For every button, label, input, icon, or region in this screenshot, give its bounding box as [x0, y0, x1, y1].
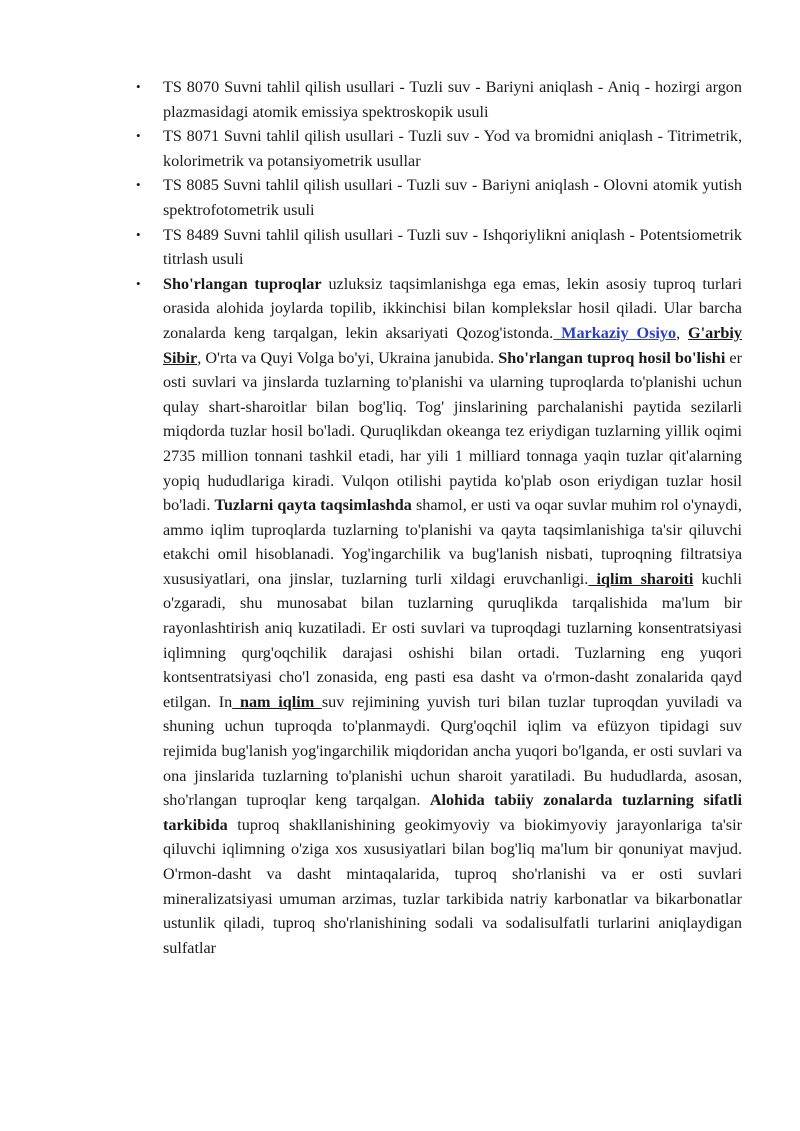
link-markaziy-osiyo[interactable]: Markaziy Osiyo	[553, 323, 677, 342]
bullet-list	[136, 75, 743, 960]
list-item-text: TS 8070 Suvni tahlil qilish usullari - Tuzli suv - Bariyni aniqlash - Aniq - hozirgi argon plazmasidagi atomik emissiya spektroskopik usuli	[163, 78, 742, 121]
paragraph-text: er osti suvlari va jinslarda tuzlarning to'planishi va ularning tuproqlarda to'planishi uchun qulay shart-sharoitlar bilan bog'liq. Tog' jinslarining parchalanishi paytida sezilarli miqdorda tuzlar hosil bo'ladi. Quruqlikdan okeanga tez eriydigan tuzlarning yillik oqimi 2735 million tonnani tashkil etadi, har yili 1 milliard tonnaga yaqin tuzlar qit'alarning yopiq hududlariga kiradi. Vulqon otilishi paytida ko'plab oson eriydigan tuzlar hosil bo'ladi.	[163, 348, 742, 515]
paragraph-text: suv rejimining yuvish turi bilan tuzlar tuproqdan yuviladi va shuning uchun tuproqda to'planmaydi. Qurg'oqchil iqlim va efüzyon tipidagi suv rejimida bug'lanish yog'ingarchilik miqdoridan ancha yuqori bo'lganda, er osti suvlari va ona jinslarida tuzlarning to'planishi uchun sharoit yaratiladi. Bu hududlarda, asosan, sho'rlangan tuproqlar keng tarqalgan.	[163, 692, 743, 810]
bullet-icon: •	[136, 79, 141, 94]
link-nam-iqlim[interactable]: nam iqlim	[232, 692, 322, 711]
bullet-icon: •	[136, 226, 141, 242]
bullet-icon: •	[136, 128, 141, 144]
list-item	[136, 223, 742, 272]
bold-term: Sho'rlangan tuproqlar	[163, 274, 322, 293]
paragraph-text: tuproq shakllanishining geokimyoviy va biokimyoviy jarayonlariga ta'sir qiluvchi iqlimning o'ziga xos xususiyatlari bilan bog'liq ma'lum bir qonuniyat mavjud. O'rmon-dasht va dasht mintaqalarida, tuproq sho'rlanishi va er osti suvlari mineralizatsiyasi umuman arzimas, tuzlar tarkibida natriy karbonatlar va bikarbonatlar ustunlik qiladi, tuproq sho'rlanishining sodali va sodalisulfatli turlarini aniqlaydigan sulfatlar	[163, 815, 742, 957]
main-paragraph	[136, 272, 743, 961]
list-item	[136, 124, 742, 173]
bold-term: Sho'rlangan tuproq hosil bo'lishi	[498, 348, 726, 367]
paragraph-text: kuchli o'zgaradi, shu munosabat bilan tuzlarning quruqlikda tarqalishida ma'lum bir rayonlashtirish aniq kuzatiladi. Er osti suvlari va tuproqdagi tuzlarning konsentratsiyasi iqlimning qurg'oqchilik darajasi oshishi bilan ortadi. Tuzlarning eng yuqori kontsentratsiyasi cho'l zonasida, eng pasti esa dasht va o'rmon-dasht zonalarida qayd etilgan. In	[163, 569, 742, 711]
list-item-text: TS 8071 Suvni tahlil qilish usullari - Tuzli suv - Yod va bromidni aniqlash - Titrimetrik, kolorimetrik va potansiyometrik usullar	[163, 127, 742, 170]
list-item-text: TS 8085 Suvni tahlil qilish usullari - Tuzli suv - Bariyni aniqlash - Olovni atomik yutish spektrofotometrik usuli	[163, 176, 742, 219]
bullet-icon: •	[136, 177, 141, 193]
bold-term: Alohida tabiiy zonalarda tuzlarning sifatli tarkibida	[163, 791, 742, 834]
paragraph-text: uzluksiz taqsimlanishga ega emas, lekin asosiy tuproq turlari orasida alohida joylarda topilib, ikkinchisi bilan komplekslar hosil qiladi. Ular barcha zonalarda keng tarqalgan, lekin aksariyati Qozog'istonda.	[163, 274, 742, 342]
bold-term: Tuzlarni qayta taqsimlashda	[214, 496, 412, 515]
bullet-icon: •	[136, 275, 141, 291]
paragraph-text: shamol, er usti va oqar suvlar muhim rol o'ynaydi, ammo iqlim tuproqlarda tuzlarning to'planishi va qayta taqsimlanishiga ta'sir qiluvchi etakchi omil hisoblanadi. Yog'ingarchilik va bug'lanish nisbati, tuproqning filtratsiya xususiyatlari, ona jinslar, tuzlarning turli xildagi eruvchanligi.	[163, 496, 742, 588]
link-iqlim-sharoiti[interactable]: iqlim sharoiti	[588, 569, 694, 588]
list-item-text: TS 8489 Suvni tahlil qilish usullari - Tuzli suv - Ishqoriylikni aniqlash - Potentsiometrik titrlash usuli	[163, 225, 742, 269]
list-item	[136, 75, 742, 124]
link-separator: ,	[676, 323, 689, 342]
paragraph-text: , O'rta va Quyi Volga bo'yi, Ukraina janubida.	[197, 348, 499, 367]
list-item	[136, 173, 742, 222]
link-garbiy-sibir[interactable]: G'arbiy Sibir	[163, 323, 742, 367]
